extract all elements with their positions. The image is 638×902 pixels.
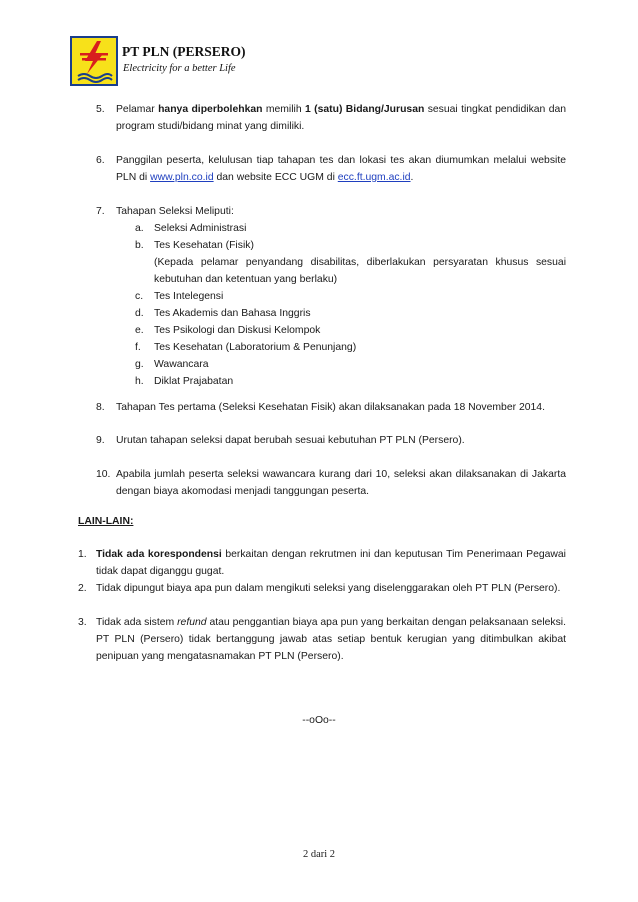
list-text: Tahapan Seleksi Meliputi:	[116, 206, 234, 217]
ecc-ugm-website-link[interactable]: ecc.ft.ugm.ac.id	[337, 172, 411, 183]
sub-item-g: g. Wawancara	[135, 359, 209, 370]
org-name: PT PLN (PERSERO)	[122, 44, 246, 59]
sub-item-c: c. Tes Intelegensi	[135, 291, 224, 302]
list-item-6	[96, 152, 566, 186]
section-heading-lain-lain: LAIN-LAIN:	[78, 516, 134, 527]
sub-item-e: e. Tes Psikologi dan Diskusi Kelompok	[135, 325, 321, 336]
list-number: 7.	[96, 206, 105, 217]
list-item-10	[96, 466, 566, 500]
sub-item-b-note: (Kepada pelamar penyandang disabilitas, diberlakukan persyaratan khusus sesuai kebutuhan dan ketentuan yang berlaku)	[154, 257, 566, 285]
lain-item-1: 1. Tidak ada korespondensi berkaitan dengan rekrutmen ini dan keputusan Tim Penerimaan Pegawai tidak dapat diganggu gugat.	[78, 549, 566, 577]
lain-item-2: 2. Tidak dipungut biaya apa pun dalam mengikuti seleksi yang diselenggarakan oleh PT PLN (Persero).	[78, 583, 561, 594]
list-number: 8.	[96, 402, 105, 413]
list-number: 6.	[96, 155, 105, 166]
list-text: Panggilan peserta, kelulusan tiap tahapan tes dan lokasi tes akan diumumkan melalui website PLN di www.pln.co.id dan website ECC UGM di ecc.ft.ugm.ac.id.	[116, 155, 566, 183]
list-text: Urutan tahapan seleksi dapat berubah sesuai kebutuhan PT PLN (Persero).	[116, 435, 465, 446]
pln-lightning-logo-icon	[70, 36, 118, 86]
list-text: Tahapan Tes pertama (Seleksi Kesehatan Fisik) akan dilaksanakan pada 18 November 2014.	[116, 402, 545, 413]
sub-item-f: f. Tes Kesehatan (Laboratorium & Penunjang)	[135, 342, 357, 353]
list-item-9	[96, 432, 566, 449]
list-item-5	[96, 101, 566, 135]
list-item-8	[96, 399, 566, 416]
list-number: 9.	[96, 435, 105, 446]
list-text: Pelamar hanya diperbolehkan memilih 1 (satu) Bidang/Jurusan sesuai tingkat pendidikan dan program studi/bidang minat yang dimiliki.	[116, 104, 567, 132]
org-tagline: Electricity for a better Life	[123, 63, 236, 74]
pln-website-link[interactable]: www.pln.co.id	[150, 172, 214, 183]
list-number: 5.	[96, 104, 105, 115]
lain-item-3: 3. Tidak ada sistem refund atau penggantian biaya apa pun yang berkaitan dengan pelaksanaan seleksi. PT PLN (Persero) tidak bertanggung jawab atas setiap bentuk kerugian yang ditimbulkan akibat penipuan yang mengatasnamakan PT PLN (Persero).	[78, 617, 566, 662]
sub-item-h: h. Diklat Prajabatan	[135, 376, 234, 387]
sub-item-b: b. Tes Kesehatan (Fisik) (Kepada pelamar penyandang disabilitas, diberlakukan persyaratan khusus sesuai kebutuhan dan ketentuan yang berlaku)	[135, 237, 566, 288]
page-number: 2 dari 2	[302, 849, 336, 860]
list-item-7	[96, 203, 566, 220]
sub-item-a: a. Seleksi Administrasi	[135, 223, 247, 234]
list-number: 10.	[96, 469, 111, 480]
closing-mark: --oOo--	[302, 715, 336, 726]
list-text: Apabila jumlah peserta seleksi wawancara kurang dari 10, seleksi akan dilaksanakan di Jakarta dengan biaya akomodasi menjadi tanggungan peserta.	[116, 469, 566, 497]
sub-item-d: d. Tes Akademis dan Bahasa Inggris	[135, 308, 311, 319]
